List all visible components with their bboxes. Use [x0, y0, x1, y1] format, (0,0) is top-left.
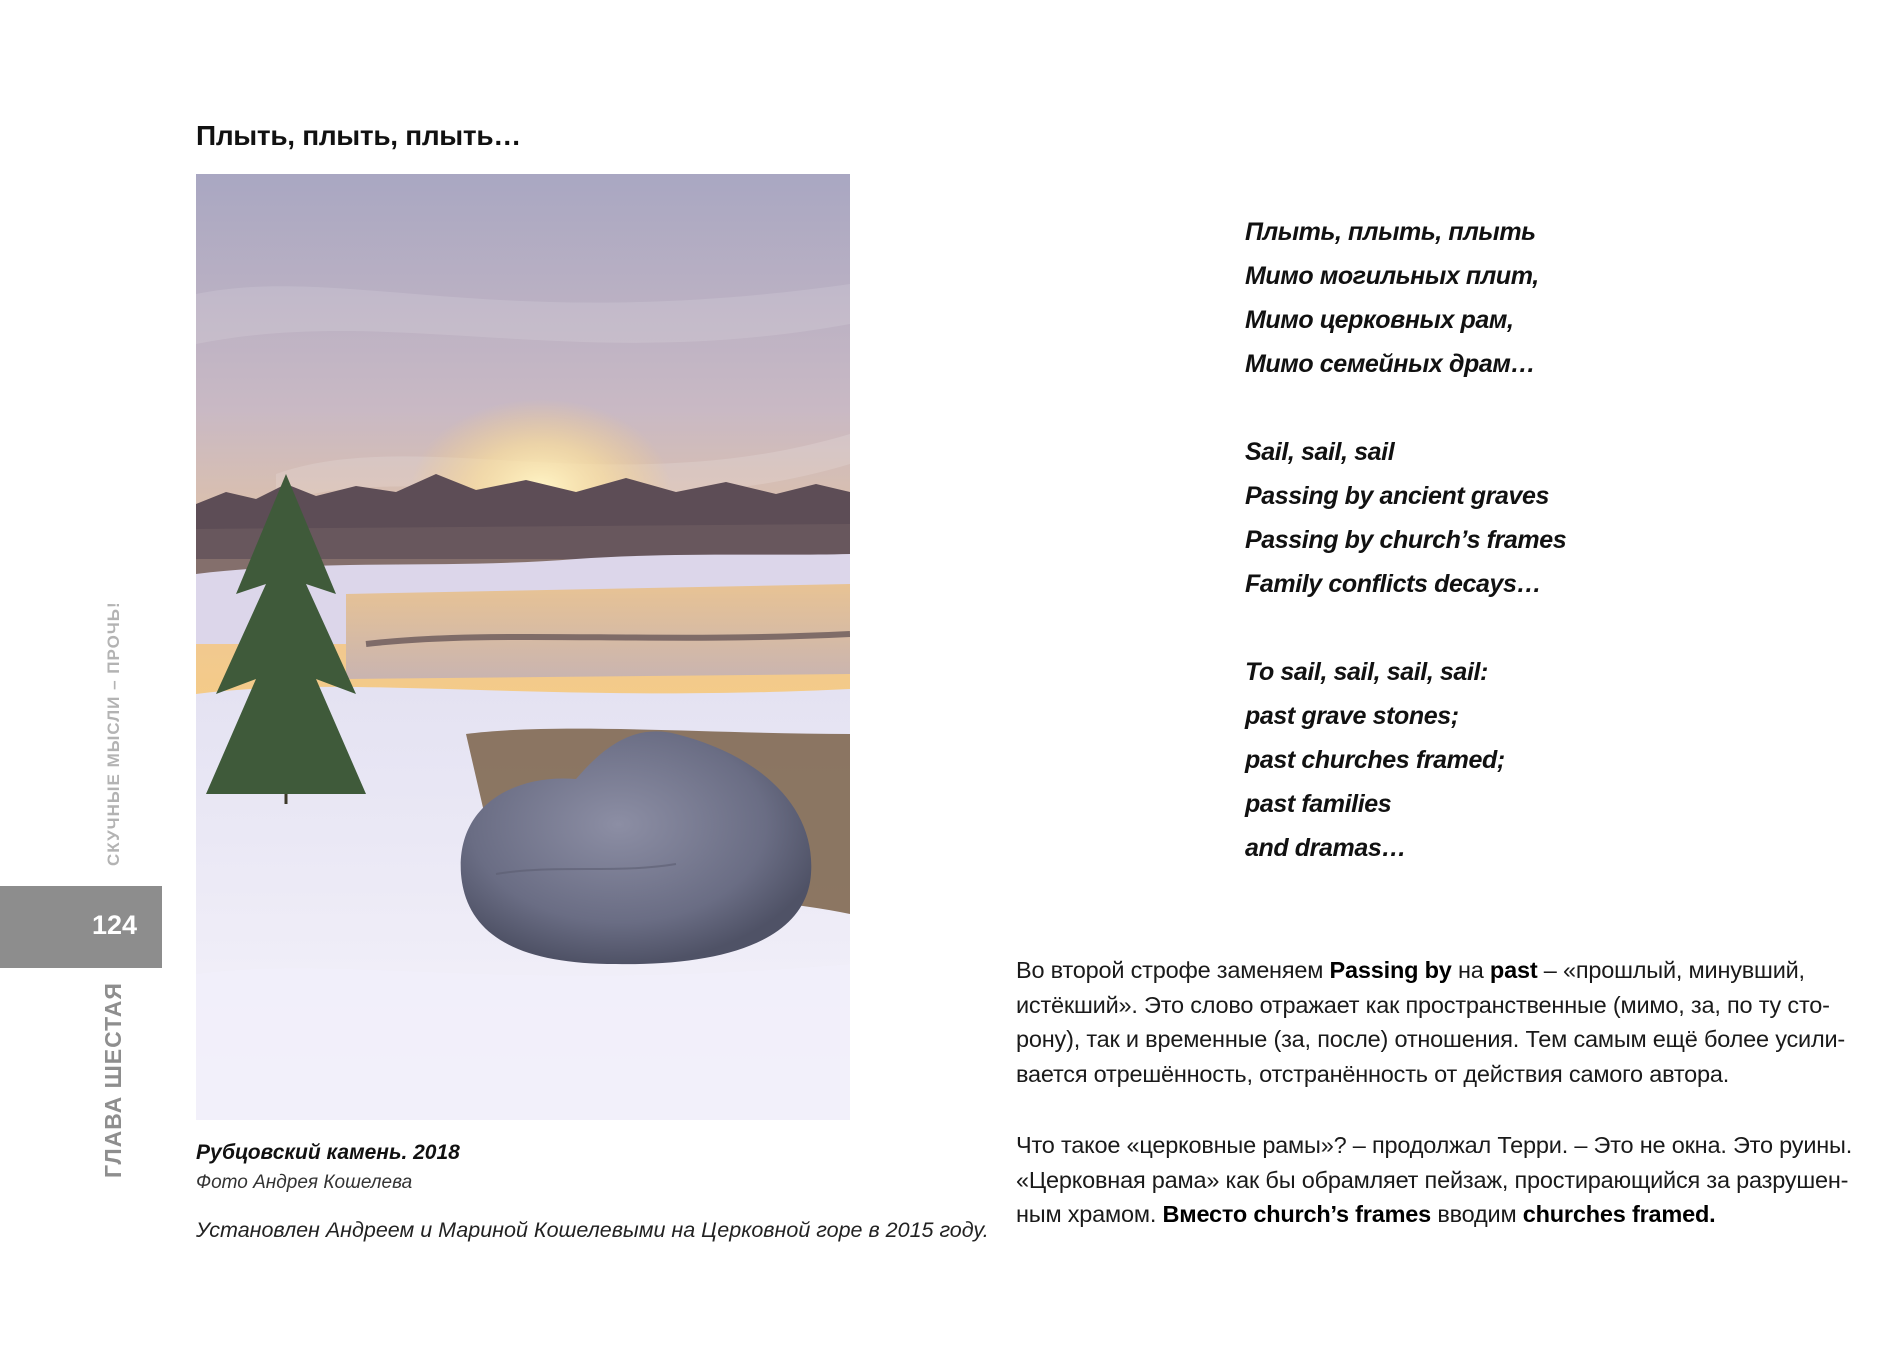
- poem-line: past churches framed;: [1245, 746, 1505, 774]
- poem-line: Passing by ancient graves: [1245, 482, 1550, 510]
- text-line: [1016, 1197, 1798, 1232]
- text-line: истёкший». Это слово отражает как пространственные (мимо, за, по ту сто-: [1016, 991, 1830, 1018]
- text-line: вается отрешённость, отстранённость от действия самого автора.: [1016, 1060, 1730, 1087]
- section-label: СКУЧНЫЕ МЫСЛИ – ПРОЧЬ!: [104, 601, 123, 866]
- emphasis-passing-by: Passing by: [1329, 957, 1452, 983]
- text-line: Что такое «церковные рамы»? – продолжал Терри. – Это не окна. Это руины.: [1016, 1132, 1853, 1158]
- text-line: [1016, 953, 1805, 988]
- poem-line: Мимо церковных рам,: [1245, 306, 1514, 334]
- text-line: рону), так и временные (за, после) отношения. Тем самым ещё более усили-: [1016, 1026, 1846, 1052]
- poem: [1245, 210, 1566, 870]
- commentary-paragraph-1: [1016, 953, 1846, 1091]
- text-line: «Церковная рама» как бы обрамляет пейзаж, простирающийся за разрушен-: [1016, 1166, 1849, 1193]
- poem-line: Плыть, плыть, плыть: [1245, 218, 1536, 246]
- poem-line: Мимо могильных плит,: [1245, 262, 1539, 290]
- photo-illustration: [196, 174, 850, 1120]
- photo-credit: Фото Андрея Кошелева: [196, 1172, 413, 1193]
- stanza-gap: [1245, 386, 1566, 430]
- poem-line: past grave stones;: [1245, 702, 1459, 730]
- poem-line: Family conflicts decays…: [1245, 570, 1542, 598]
- poem-line: Sail, sail, sail: [1245, 438, 1395, 466]
- commentary-paragraph-2: [1016, 1128, 1853, 1232]
- stanza-gap: [1245, 606, 1566, 650]
- poem-line: and dramas…: [1245, 834, 1406, 862]
- landscape-photo: [196, 174, 850, 1120]
- poem-line: To sail, sail, sail, sail:: [1245, 658, 1488, 686]
- page-title: Плыть, плыть, плыть…: [196, 120, 521, 151]
- text-run: ным храмом.: [1016, 1201, 1163, 1227]
- emphasis-churches-framed: churches framed.: [1522, 1201, 1716, 1227]
- photo-note: Установлен Андреем и Мариной Кошелевыми на Церковной горе в 2015 году.: [196, 1218, 989, 1242]
- photo-caption-title: Рубцовский камень. 2018: [196, 1141, 460, 1164]
- text-run: вводим: [1431, 1201, 1523, 1227]
- text-run: Во второй строфе заменяем: [1016, 957, 1330, 983]
- page-number-box: [0, 886, 162, 968]
- chapter-label: ГЛАВА ШЕСТАЯ: [100, 982, 126, 1178]
- text-run: на: [1451, 957, 1490, 983]
- emphasis-instead-of: Вместо church’s frames: [1162, 1201, 1432, 1227]
- page-number: 124: [92, 910, 138, 940]
- poem-line: Passing by church’s frames: [1245, 526, 1567, 554]
- poem-line: past families: [1245, 790, 1392, 818]
- text-run: – «прошлый, минувший,: [1537, 957, 1805, 983]
- emphasis-past: past: [1489, 957, 1538, 983]
- poem-line: Мимо семейных драм…: [1245, 350, 1536, 378]
